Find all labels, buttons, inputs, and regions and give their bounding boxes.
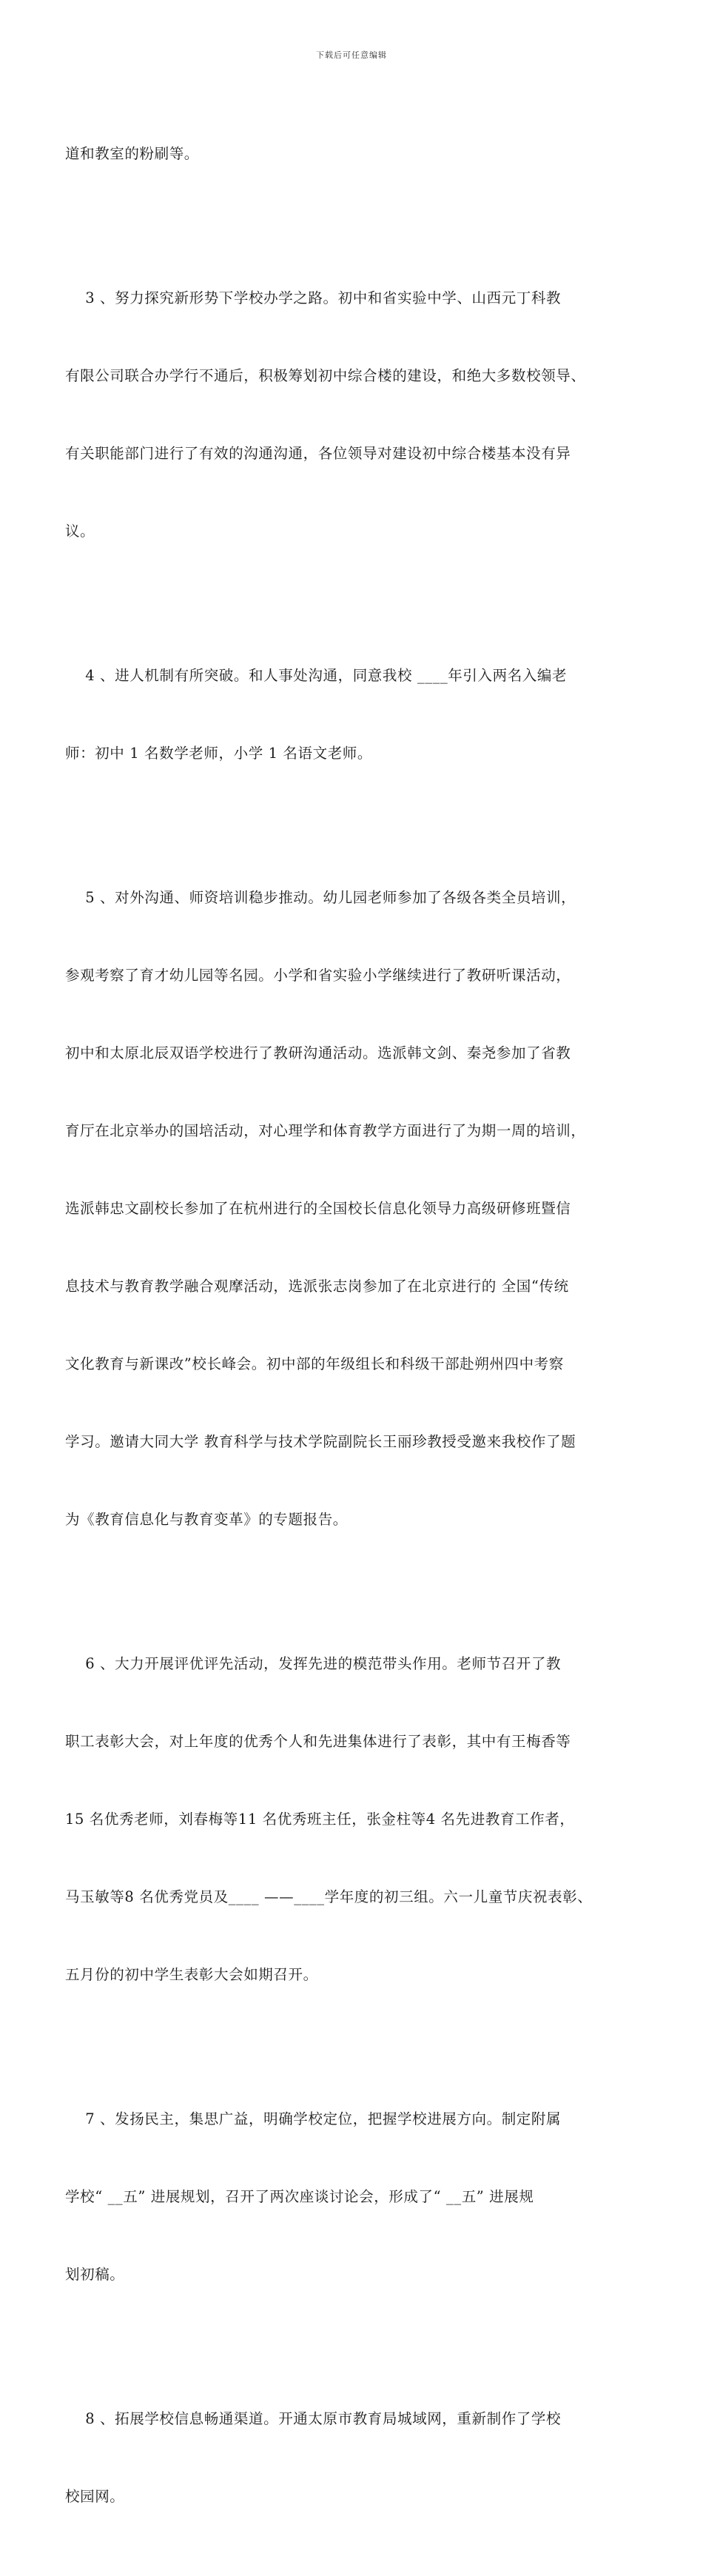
text-line: 五月份的初中学生表彰大会如期召开。 <box>65 1966 318 1983</box>
text-line: 4 、进人机制有所突破。和人事处沟通，同意我校 ____年引入两名入编老 <box>65 667 568 684</box>
header-note: 下载后可任意编辑 <box>316 50 387 60</box>
text-line: 5 、对外沟通、师资培训稳步推动。幼儿园老师参加了各级各类全员培训， <box>65 889 576 906</box>
text-line: 划初稿。 <box>65 2266 125 2283</box>
paragraph-continuation <box>65 89 650 218</box>
text-line: 初中和太原北辰双语学校进行了教研沟通活动。选派韩文剑、秦尧参加了省教 <box>65 1044 571 1061</box>
text-line: 职工表彰大会，对上年度的优秀个人和先进集体进行了表彰，其中有王梅香等 <box>65 1733 571 1750</box>
paragraph-item-3 <box>65 233 650 596</box>
text-line: 有限公司联合办学行不通后，积极筹划初中综合楼的建设，和绝大多数校领导、 <box>65 367 586 384</box>
text-line: 8 、拓展学校信息畅通渠道。开通太原市教育局城域网，重新制作了学校 <box>65 2410 562 2427</box>
text-line: 马玉敏等8 名优秀党员及____ ——____学年度的初三组。六一儿童节庆祝表彰、 <box>65 1888 593 1905</box>
text-line: 有关职能部门进行了有效的沟通沟通，各位领导对建设初中综合楼基本没有异 <box>65 445 571 462</box>
text-line: 15 名优秀老师，刘春梅等11 名优秀班主任，张金柱等4 名先进教育工作者， <box>65 1811 575 1828</box>
text-line: 学校“ __五” 进展规划，召开了两次座谈讨论会，形成了“ __五” 进展规 <box>65 2188 534 2205</box>
paragraph-item-8 <box>65 2354 650 2561</box>
paragraph-item-7 <box>65 2054 650 2339</box>
text-line: 3 、努力探究新形势下学校办学之路。初中和省实验中学、山西元丁科教 <box>65 289 562 306</box>
text-line: 息技术与教育教学融合观摩活动，选派张志岗参加了在北京进行的 全国“传统 <box>65 1278 569 1295</box>
paragraph-item-5 <box>65 833 650 1584</box>
paragraph-item-4 <box>65 611 650 818</box>
text-line: 7 、发扬民主，集思广益，明确学校定位，把握学校进展方向。制定附属 <box>65 2110 562 2127</box>
body-text <box>65 89 650 2576</box>
text-line: 文化教育与新课改”校长峰会。初中部的年级组长和科级干部赴朔州四中考察 <box>65 1355 564 1372</box>
text-line: 道和教室的粉刷等。 <box>65 145 199 162</box>
text-line: 学习。邀请大同大学 教育科学与技术学院副院长王丽珍教授受邀来我校作了题 <box>65 1433 576 1450</box>
text-line: 校园网。 <box>65 2488 125 2505</box>
text-line: 选派韩忠文副校长参加了在杭州进行的全国校长信息化领导力高级研修班暨信 <box>65 1200 571 1217</box>
text-line: 参观考察了育才幼儿园等名园。小学和省实验小学继续进行了教研听课活动， <box>65 967 571 984</box>
paragraph-item-6 <box>65 1599 650 2039</box>
text-line: 6 、大力开展评优评先活动，发挥先进的模范带头作用。老师节召开了教 <box>65 1655 562 1672</box>
text-line: 育厅在北京举办的国培活动，对心理学和体育教学方面进行了为期一周的培训， <box>65 1122 586 1139</box>
text-line: 师：初中 1 名数学老师，小学 1 名语文老师。 <box>65 745 373 762</box>
text-line: 议。 <box>65 523 95 540</box>
text-line: 为《教育信息化与教育变革》的专题报告。 <box>65 1511 348 1528</box>
